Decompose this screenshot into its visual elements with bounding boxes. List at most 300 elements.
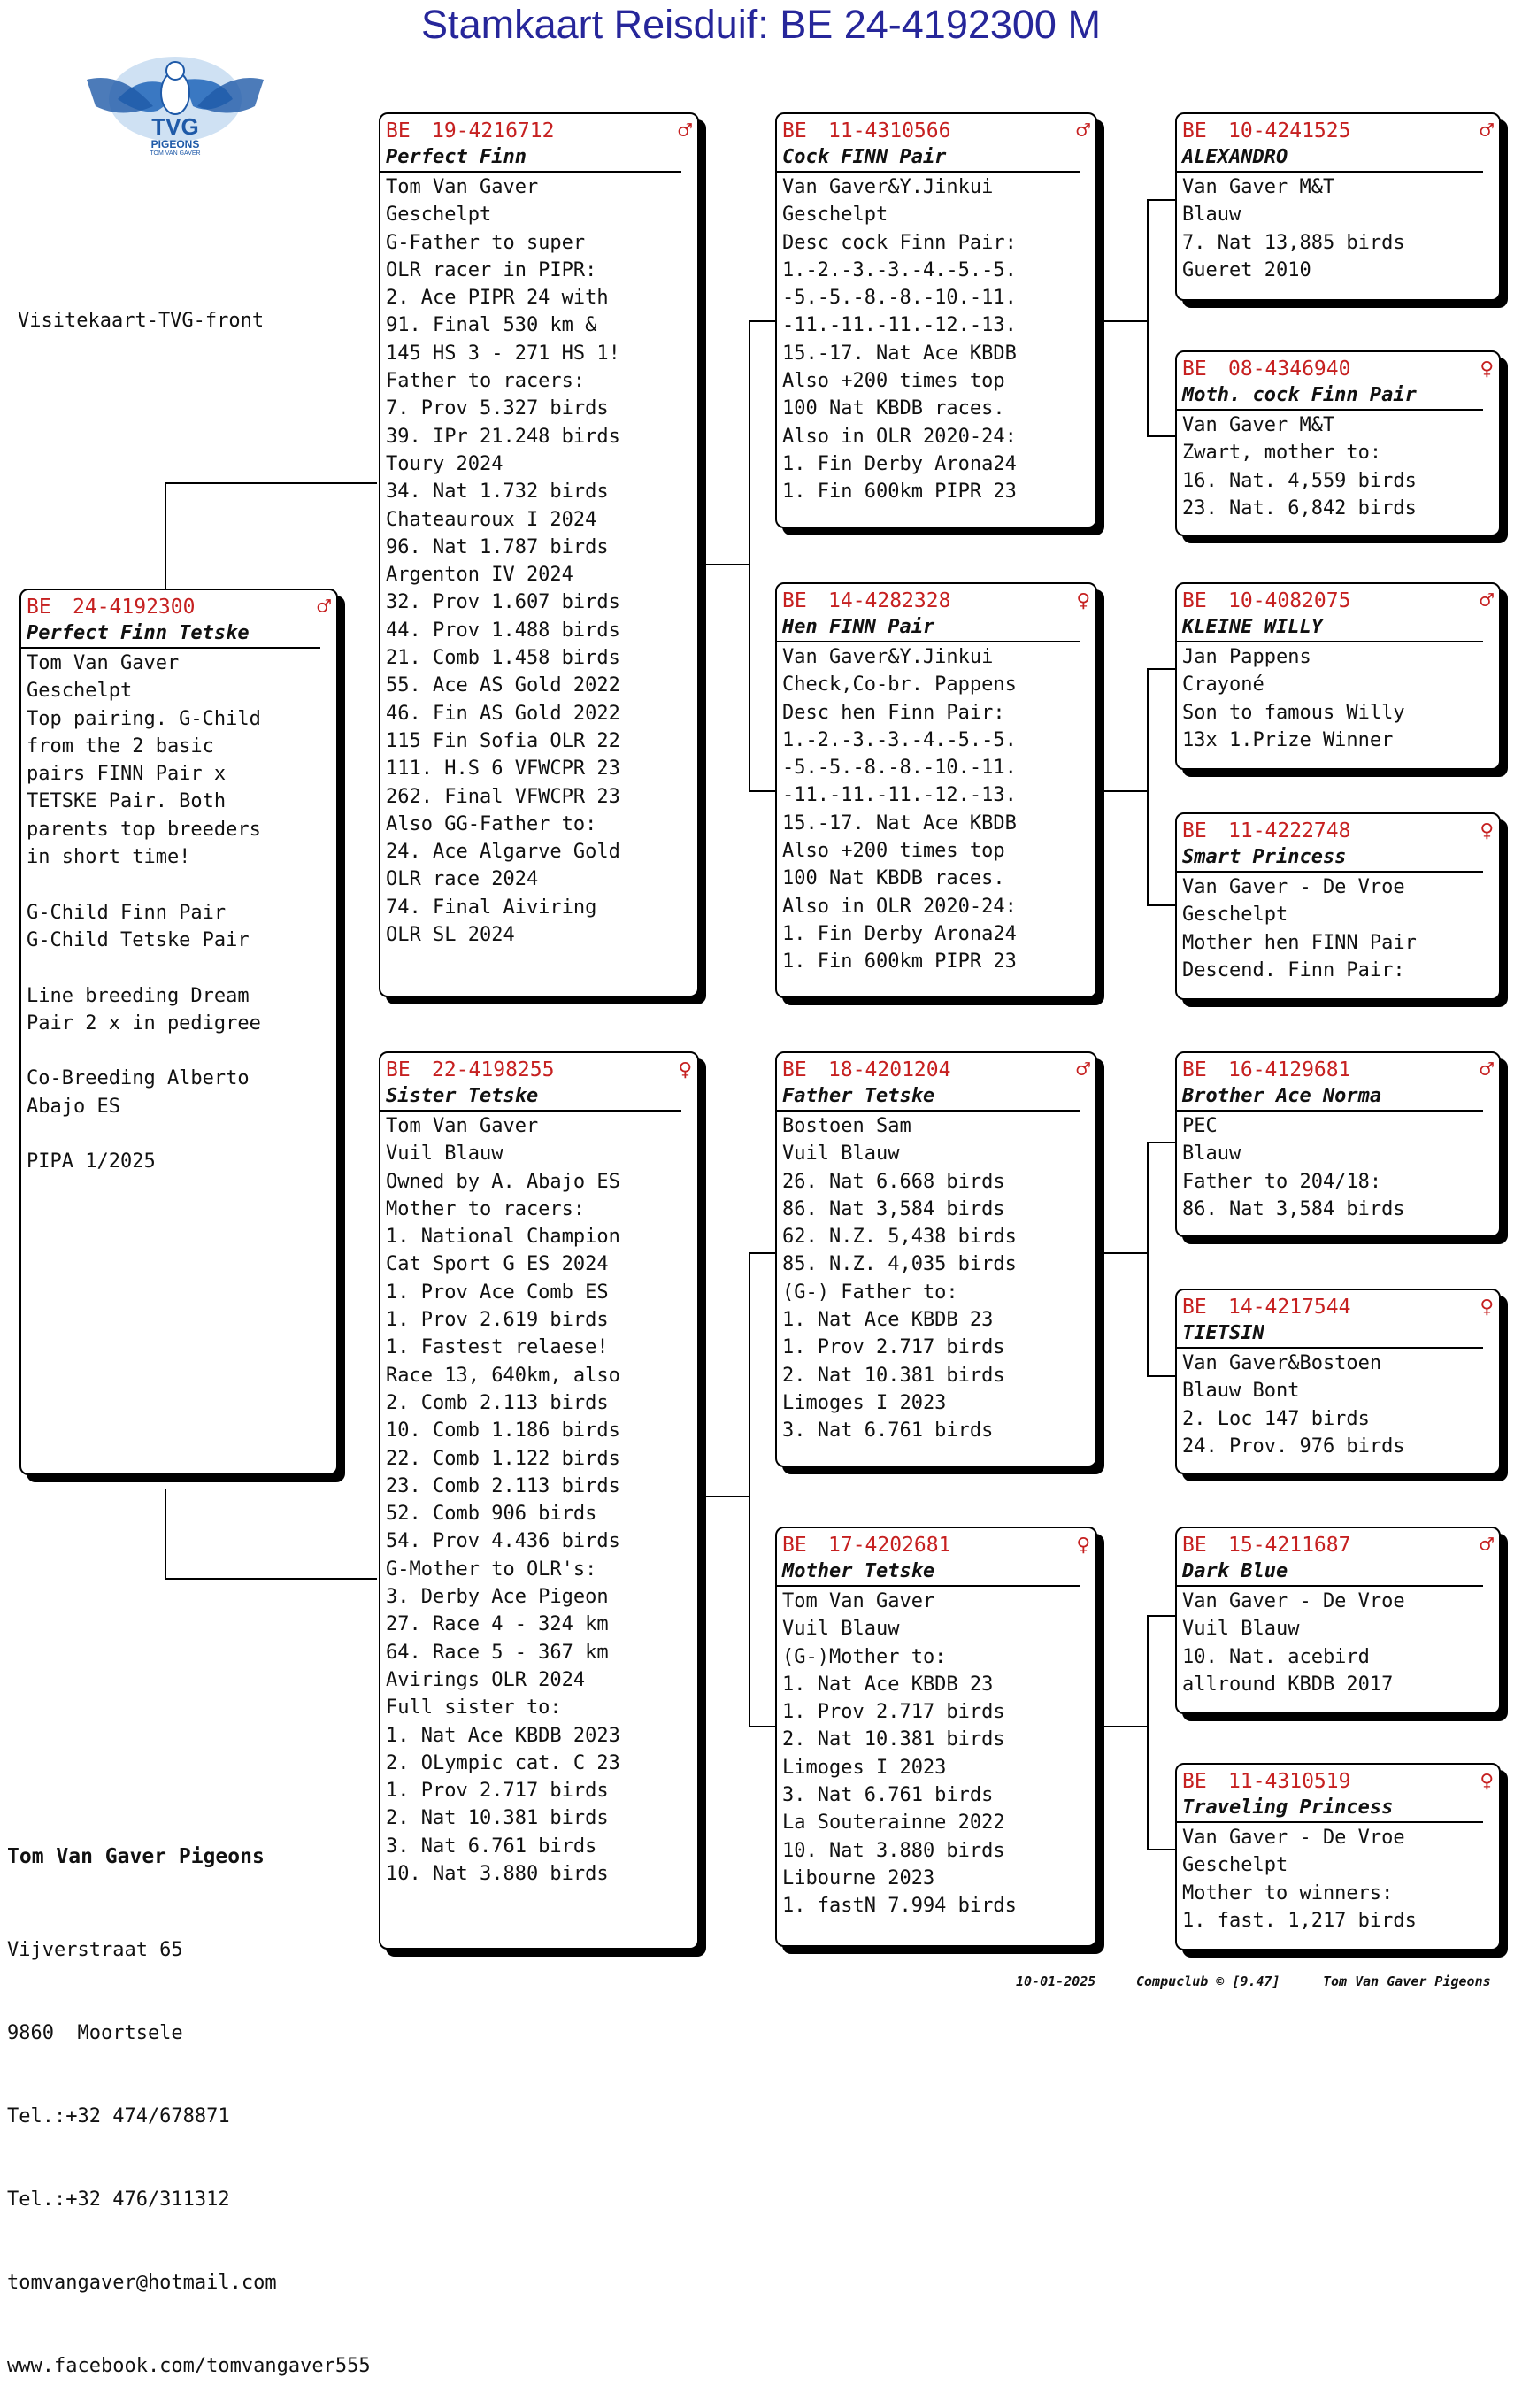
ring-number: 08-4346940	[1228, 358, 1351, 381]
card-father-mother	[775, 582, 1097, 998]
detail-line: 27. Race 4 - 324 km	[386, 1613, 609, 1636]
ring-number: 17-4202681	[828, 1534, 951, 1557]
pigeon-name: Traveling Princess	[1177, 1795, 1483, 1823]
detail-line: Desc cock Finn Pair:	[782, 231, 1017, 254]
detail-line: PEC	[1182, 1115, 1218, 1137]
contact-phone-1: Tel.:+32 474/678871	[7, 2105, 230, 2128]
detail-line: 2. Nat 10.381 birds	[386, 1807, 609, 1830]
detail-line: in short time!	[27, 846, 191, 869]
ring-number: 18-4201204	[828, 1058, 951, 1081]
detail-line: 2. Nat 10.381 birds	[782, 1364, 1005, 1387]
card-father-father	[775, 112, 1097, 528]
connector	[1147, 1615, 1175, 1617]
detail-line: Van Gaver - De Vroe	[1182, 1827, 1405, 1849]
connector	[1147, 1142, 1149, 1376]
detail-line: Jan Pappens	[1182, 646, 1311, 668]
sex-symbol-icon: ♂	[1076, 118, 1090, 144]
detail-line: 10. Nat 3.880 birds	[782, 1839, 1005, 1862]
connector	[1097, 320, 1147, 322]
detail-line: 1. Prov 2.717 birds	[386, 1780, 609, 1803]
detail-line: 15.-17. Nat Ace KBDB	[782, 812, 1017, 835]
sex-symbol-icon: ♀	[1480, 1294, 1494, 1320]
detail-line: 1. Prov 2.619 birds	[386, 1309, 609, 1332]
detail-line: 2. Comb 2.113 birds	[386, 1391, 609, 1414]
detail-line: Co-Breeding Alberto	[27, 1067, 250, 1090]
detail-line: (G-)Mother to:	[782, 1645, 947, 1668]
detail-line: pairs FINN Pair x	[27, 763, 227, 786]
pigeon-name: KLEINE WILLY	[1177, 614, 1483, 642]
detail-line: 145 HS 3 - 271 HS 1!	[386, 342, 620, 365]
detail-line: PIPA 1/2025	[27, 1150, 156, 1173]
detail-line	[27, 1120, 331, 1148]
ring-number: 14-4282328	[828, 589, 951, 612]
sex-symbol-icon: ♀	[678, 1057, 692, 1083]
pigeon-details	[1177, 1349, 1499, 1461]
card-mother	[379, 1051, 699, 1950]
pigeon-name: Perfect Finn	[380, 144, 681, 173]
detail-line: 23. Nat. 6,842 birds	[1182, 496, 1417, 519]
logo-sub2: TOM VAN GAVER	[150, 150, 201, 157]
pigeon-details	[777, 1112, 1095, 1446]
detail-line: 3. Nat 6.761 birds	[782, 1784, 994, 1807]
detail-line: Van Gaver&Bostoen	[1182, 1352, 1382, 1374]
detail-line: Abajo ES	[27, 1095, 120, 1118]
card-header	[777, 1053, 1095, 1083]
pigeon-name: Moth. cock Finn Pair	[1177, 382, 1483, 411]
pigeon-name: ALEXANDRO	[1177, 144, 1483, 173]
detail-line: 1. Fin Derby Arona24	[782, 452, 1017, 475]
connector	[1147, 904, 1175, 906]
pigeon-details	[1177, 1823, 1499, 1935]
detail-line: 1. fast. 1,217 birds	[1182, 1909, 1417, 1932]
detail-line: 1. Fin 600km PIPR 23	[782, 950, 1017, 973]
pigeon-details	[1177, 873, 1499, 985]
country-code: BE	[1182, 1296, 1207, 1319]
detail-line: Toury 2024	[386, 452, 503, 475]
country-code: BE	[27, 596, 51, 619]
card-header	[1177, 1528, 1499, 1558]
detail-line: Tom Van Gaver	[27, 652, 180, 674]
detail-line: Chateauroux I 2024	[386, 508, 597, 531]
connector	[749, 320, 750, 791]
card-header	[1177, 1765, 1499, 1795]
connector	[749, 1252, 775, 1254]
detail-line: 1. National Champion	[386, 1226, 620, 1249]
detail-line: 111. H.S 6 VFWCPR 23	[386, 758, 620, 781]
detail-line: 39. IPr 21.248 birds	[386, 425, 620, 448]
footer-date: 10-01-2025	[1016, 1973, 1096, 1989]
contact-city: 9860 Moortsele	[7, 2022, 183, 2045]
pigeon-details	[777, 642, 1095, 977]
detail-line: Tom Van Gaver	[386, 1115, 539, 1137]
detail-line: 100 Nat KBDB races.	[782, 397, 1005, 420]
ring-number: 10-4241525	[1228, 119, 1351, 142]
detail-line: Line breeding Dream	[27, 984, 250, 1007]
detail-line: Tom Van Gaver	[782, 1590, 935, 1612]
card-header	[21, 590, 336, 620]
connector	[1147, 1142, 1175, 1143]
pigeon-details	[380, 1112, 697, 1889]
detail-line: Father to racers:	[386, 370, 586, 393]
detail-line: Also +200 times top	[782, 370, 1005, 393]
contact-email[interactable]: tomvangaver@hotmail.com	[7, 2272, 277, 2295]
card-header	[777, 1528, 1095, 1558]
detail-line: OLR racer in PIPR:	[386, 258, 597, 281]
detail-line: Limoges I 2023	[782, 1756, 947, 1779]
detail-line	[27, 871, 331, 898]
detail-line: Blauw Bont	[1182, 1380, 1300, 1403]
ring-number: 16-4129681	[1228, 1058, 1351, 1081]
pigeon-details	[1177, 1112, 1499, 1224]
connector	[165, 1489, 166, 1579]
ring-number: 24-4192300	[73, 596, 196, 619]
card-fmf	[1175, 582, 1501, 770]
pigeon-details	[1177, 411, 1499, 523]
detail-line: 23. Comb 2.113 birds	[386, 1474, 620, 1497]
detail-line: 1. Nat Ace KBDB 2023	[386, 1724, 620, 1747]
detail-line: 96. Nat 1.787 birds	[386, 535, 609, 558]
detail-line: Van Gaver&Y.Jinkui	[782, 646, 994, 668]
ring-number: 22-4198255	[432, 1058, 555, 1081]
connector	[1147, 435, 1175, 437]
detail-line: 1. Fin Derby Arona24	[782, 922, 1017, 945]
detail-line: 2. Loc 147 birds	[1182, 1407, 1370, 1430]
detail-line: Crayoné	[1182, 673, 1264, 696]
contact-address: Vijverstraat 65	[7, 1939, 183, 1962]
detail-line: Vuil Blauw	[782, 1618, 900, 1641]
detail-line: Descend. Finn Pair:	[1182, 958, 1405, 981]
detail-line: 54. Prov 4.436 birds	[386, 1530, 620, 1553]
pigeon-name: Brother Ace Norma	[1177, 1083, 1483, 1112]
sex-symbol-icon: ♂	[1480, 588, 1494, 614]
card-fmm	[1175, 812, 1501, 1000]
detail-line: 74. Final Aiviring	[386, 896, 597, 919]
pigeon-name: Mother Tetske	[777, 1558, 1080, 1587]
detail-line: 1.-2.-3.-3.-4.-5.-5.	[782, 258, 1017, 281]
detail-line: Avirings OLR 2024	[386, 1668, 586, 1691]
connector	[749, 1252, 750, 1727]
card-header	[1177, 1053, 1499, 1083]
ring-number: 11-4222748	[1228, 819, 1351, 842]
sex-symbol-icon: ♀	[1480, 1768, 1494, 1795]
ring-number: 10-4082075	[1228, 589, 1351, 612]
connector	[1097, 1726, 1147, 1727]
detail-line: 3. Derby Ace Pigeon	[386, 1586, 609, 1609]
detail-line: Bostoen Sam	[782, 1115, 911, 1137]
sex-symbol-icon: ♂	[1480, 118, 1494, 144]
pigeon-name: Sister Tetske	[380, 1083, 681, 1112]
detail-line: 64. Race 5 - 367 km	[386, 1641, 609, 1664]
detail-line: Cat Sport G ES 2024	[386, 1253, 609, 1276]
ring-number: 11-4310566	[828, 119, 951, 142]
detail-line: 16. Nat. 4,559 birds	[1182, 469, 1417, 492]
pigeon-name: Perfect Finn Tetske	[21, 620, 320, 649]
detail-line: 15.-17. Nat Ace KBDB	[782, 342, 1017, 365]
connector	[1147, 668, 1149, 905]
country-code: BE	[1182, 1058, 1207, 1081]
detail-line: 2. OLympic cat. C 23	[386, 1751, 620, 1774]
connector	[699, 1496, 749, 1497]
connector	[1097, 1252, 1147, 1254]
detail-line: 1. Fin 600km PIPR 23	[782, 481, 1017, 504]
card-header	[1177, 814, 1499, 844]
detail-line: Vuil Blauw	[782, 1142, 900, 1166]
detail-line: 115 Fin Sofia OLR 22	[386, 729, 620, 752]
detail-line: G-Mother to OLR's:	[386, 1558, 597, 1581]
page-title: Stamkaart Reisduif: BE 24-4192300 M	[421, 2, 1101, 47]
card-fff	[1175, 112, 1501, 301]
sex-symbol-icon: ♂	[317, 594, 331, 620]
card-header	[777, 114, 1095, 144]
detail-line: 10. Nat 3.880 birds	[386, 1863, 609, 1886]
detail-line: 10. Nat. acebird	[1182, 1645, 1370, 1668]
sex-symbol-icon: ♂	[1480, 1057, 1494, 1083]
card-father	[379, 112, 699, 997]
ring-number: 15-4211687	[1228, 1534, 1351, 1557]
detail-line: 24. Ace Algarve Gold	[386, 841, 620, 864]
footer-software: Compuclub © [9.47]	[1136, 1973, 1280, 1989]
detail-line: 1. Prov Ace Comb ES	[386, 1281, 609, 1304]
pigeon-details	[1177, 173, 1499, 285]
connector	[1147, 1615, 1149, 1850]
connector	[165, 482, 377, 484]
card-header	[777, 584, 1095, 614]
pigeon-details	[1177, 642, 1499, 755]
country-code: BE	[782, 119, 807, 142]
detail-line: 1. fastN 7.994 birds	[782, 1895, 1017, 1918]
detail-line: Also +200 times top	[782, 840, 1005, 863]
connector	[1147, 1375, 1175, 1377]
pigeon-name: Dark Blue	[1177, 1558, 1483, 1587]
detail-line: Blauw	[1182, 1142, 1241, 1166]
detail-line: Mother to racers:	[386, 1197, 586, 1220]
contact-phone-2: Tel.:+32 476/311312	[7, 2189, 230, 2212]
detail-line: G-Child Finn Pair	[27, 901, 227, 924]
detail-line: Mother hen FINN Pair	[1182, 931, 1417, 954]
detail-line: Also in OLR 2020-24:	[782, 425, 1017, 448]
connector	[699, 564, 749, 565]
card-header	[1177, 1290, 1499, 1320]
detail-line: Tom Van Gaver	[386, 176, 539, 198]
detail-line: 3. Nat 6.761 birds	[386, 1835, 597, 1858]
detail-line: 86. Nat 3,584 birds	[1182, 1197, 1405, 1220]
detail-line: Desc hen Finn Pair:	[782, 701, 1005, 724]
detail-line: 10. Comb 1.186 birds	[386, 1419, 620, 1442]
detail-line: Father to 204/18:	[1182, 1170, 1382, 1193]
detail-line: Pair 2 x in pedigree	[27, 1012, 261, 1035]
ring-number: 14-4217544	[1228, 1296, 1351, 1319]
footer-owner: Tom Van Gaver Pigeons	[1323, 1973, 1491, 1989]
detail-line: TETSKE Pair. Both	[27, 790, 227, 813]
detail-line: Van Gaver&Y.Jinkui	[782, 176, 994, 198]
detail-line: Check,Co-br. Pappens	[782, 673, 1017, 696]
detail-line: -5.-5.-8.-8.-10.-11.	[782, 757, 1017, 780]
detail-line: 34. Nat 1.732 birds	[386, 481, 609, 504]
country-code: BE	[782, 1058, 807, 1081]
detail-line: Geschelpt	[1182, 1854, 1288, 1877]
detail-line: -11.-11.-11.-12.-13.	[782, 784, 1017, 807]
logo-sub: PIGEONS	[150, 138, 200, 150]
pigeon-details	[777, 1587, 1095, 1921]
detail-line: (G-) Father to:	[782, 1281, 958, 1304]
detail-line: parents top breeders	[27, 818, 261, 841]
pigeon-details	[380, 173, 697, 950]
detail-line: Libourne 2023	[782, 1866, 935, 1889]
detail-line: G-Child Tetske Pair	[27, 928, 250, 951]
country-code: BE	[386, 119, 411, 142]
connector	[1147, 668, 1175, 670]
detail-line: Van Gaver M&T	[1182, 414, 1335, 436]
pigeon-name: TIETSIN	[1177, 1320, 1483, 1349]
card-header	[1177, 352, 1499, 382]
pigeon-details	[777, 173, 1095, 507]
connector	[749, 790, 775, 792]
sex-symbol-icon: ♂	[678, 118, 692, 144]
card-mother-mother	[775, 1527, 1097, 1947]
detail-line: 1. Nat Ace KBDB 23	[782, 1673, 994, 1696]
detail-line: Also in OLR 2020-24:	[782, 895, 1017, 918]
detail-line: 7. Nat 13,885 birds	[1182, 231, 1405, 254]
detail-line: Geschelpt	[27, 680, 133, 703]
breeder-name: Tom Van Gaver Pigeons	[7, 1844, 265, 1868]
ring-number: 19-4216712	[432, 119, 555, 142]
detail-line: Blauw	[1182, 204, 1241, 227]
card-subject	[19, 589, 338, 1475]
logo-text: TVG	[151, 113, 199, 140]
detail-line: 1. Fastest relaese!	[386, 1336, 609, 1359]
detail-line: 26. Nat 6.668 birds	[782, 1170, 1005, 1193]
sex-symbol-icon: ♀	[1480, 818, 1494, 844]
detail-line: allround KBDB 2017	[1182, 1673, 1394, 1696]
detail-line: 1. Prov 2.717 birds	[782, 1701, 1005, 1724]
card-mff	[1175, 1051, 1501, 1237]
card-mfm	[1175, 1289, 1501, 1474]
detail-line: G-Father to super	[386, 231, 586, 254]
detail-line: 44. Prov 1.488 birds	[386, 619, 620, 642]
country-code: BE	[782, 1534, 807, 1557]
card-header	[380, 1053, 697, 1083]
detail-line: Top pairing. G-Child	[27, 707, 261, 730]
detail-line: 22. Comb 1.122 birds	[386, 1447, 620, 1470]
detail-line: Van Gaver M&T	[1182, 176, 1335, 198]
detail-line	[27, 954, 331, 981]
pigeon-name: Smart Princess	[1177, 844, 1483, 873]
country-code: BE	[1182, 589, 1207, 612]
country-code: BE	[386, 1058, 411, 1081]
card-mmf	[1175, 1527, 1501, 1714]
detail-line: Van Gaver - De Vroe	[1182, 876, 1405, 898]
country-code: BE	[1182, 819, 1207, 842]
sex-symbol-icon: ♂	[1480, 1532, 1494, 1558]
detail-line: 2. Nat 10.381 birds	[782, 1728, 1005, 1751]
detail-line: Full sister to:	[386, 1696, 562, 1719]
detail-line: Geschelpt	[1182, 904, 1288, 927]
detail-line: Vuil Blauw	[386, 1142, 503, 1166]
ring-number: 11-4310519	[1228, 1770, 1351, 1793]
connector	[165, 482, 166, 595]
country-code: BE	[1182, 119, 1207, 142]
card-ffm	[1175, 350, 1501, 536]
detail-line: 55. Ace AS Gold 2022	[386, 674, 620, 697]
detail-line: -11.-11.-11.-12.-13.	[782, 314, 1017, 337]
detail-line: 46. Fin AS Gold 2022	[386, 702, 620, 725]
detail-line: Zwart, mother to:	[1182, 442, 1382, 465]
detail-line: 85. N.Z. 4,035 birds	[782, 1253, 1017, 1276]
card-mother-father	[775, 1051, 1097, 1467]
card-mmm	[1175, 1763, 1501, 1950]
card-header	[1177, 114, 1499, 144]
sex-symbol-icon: ♂	[1076, 1057, 1090, 1083]
connector	[1147, 199, 1149, 436]
detail-line: 21. Comb 1.458 birds	[386, 647, 620, 670]
connector	[1147, 1849, 1175, 1850]
card-header	[380, 114, 697, 144]
detail-line: Geschelpt	[782, 204, 888, 227]
detail-line: -5.-5.-8.-8.-10.-11.	[782, 287, 1017, 310]
connector	[1147, 199, 1175, 201]
detail-line: Owned by A. Abajo ES	[386, 1170, 620, 1193]
detail-line: 3. Nat 6.761 birds	[782, 1419, 994, 1442]
detail-line: 86. Nat 3,584 birds	[782, 1197, 1005, 1220]
pigeon-name: Cock FINN Pair	[777, 144, 1080, 173]
country-code: BE	[782, 589, 807, 612]
detail-line: 32. Prov 1.607 birds	[386, 591, 620, 614]
detail-line: 62. N.Z. 5,438 birds	[782, 1226, 1017, 1249]
detail-line: 7. Prov 5.327 birds	[386, 397, 609, 420]
sex-symbol-icon: ♀	[1076, 588, 1090, 614]
tvg-logo	[69, 44, 281, 173]
detail-line: 1.-2.-3.-3.-4.-5.-5.	[782, 728, 1017, 751]
detail-line: OLR race 2024	[386, 868, 539, 891]
detail-line: 24. Prov. 976 birds	[1182, 1435, 1405, 1458]
detail-line: Limoges I 2023	[782, 1391, 947, 1414]
detail-line	[27, 1037, 331, 1065]
pigeon-name: Father Tetske	[777, 1083, 1080, 1112]
connector	[749, 1726, 775, 1727]
detail-line: 52. Comb 906 birds	[386, 1503, 597, 1526]
detail-line: Race 13, 640km, also	[386, 1364, 620, 1387]
detail-line: 91. Final 530 km &	[386, 314, 597, 337]
detail-line: 100 Nat KBDB races.	[782, 867, 1005, 890]
detail-line: Geschelpt	[386, 204, 492, 227]
connector	[1097, 790, 1147, 792]
connector	[749, 320, 775, 322]
connector	[165, 1578, 377, 1580]
detail-line: OLR SL 2024	[386, 924, 515, 947]
contact-facebook[interactable]: www.facebook.com/tomvangaver555	[7, 2354, 371, 2377]
detail-line: Gueret 2010	[1182, 258, 1311, 281]
sex-symbol-icon: ♀	[1480, 356, 1494, 382]
detail-line: Argenton IV 2024	[386, 564, 573, 587]
detail-line: Also GG-Father to:	[386, 812, 597, 835]
detail-line: Van Gaver - De Vroe	[1182, 1590, 1405, 1612]
pigeon-details	[21, 649, 336, 1177]
country-code: BE	[1182, 1770, 1207, 1793]
country-code: BE	[1182, 358, 1207, 381]
detail-line: 13x 1.Prize Winner	[1182, 728, 1394, 751]
detail-line: 262. Final VFWCPR 23	[386, 785, 620, 808]
detail-line: Son to famous Willy	[1182, 701, 1405, 724]
detail-line: 1. Nat Ace KBDB 23	[782, 1309, 994, 1332]
detail-line: Vuil Blauw	[1182, 1618, 1300, 1641]
pigeon-details	[1177, 1587, 1499, 1699]
detail-line: from the 2 basic	[27, 735, 214, 758]
detail-line: 1. Prov 2.717 birds	[782, 1336, 1005, 1359]
contact-block	[7, 1788, 371, 2408]
country-code: BE	[1182, 1534, 1207, 1557]
detail-line: Mother to winners:	[1182, 1881, 1394, 1904]
card-header	[1177, 584, 1499, 614]
